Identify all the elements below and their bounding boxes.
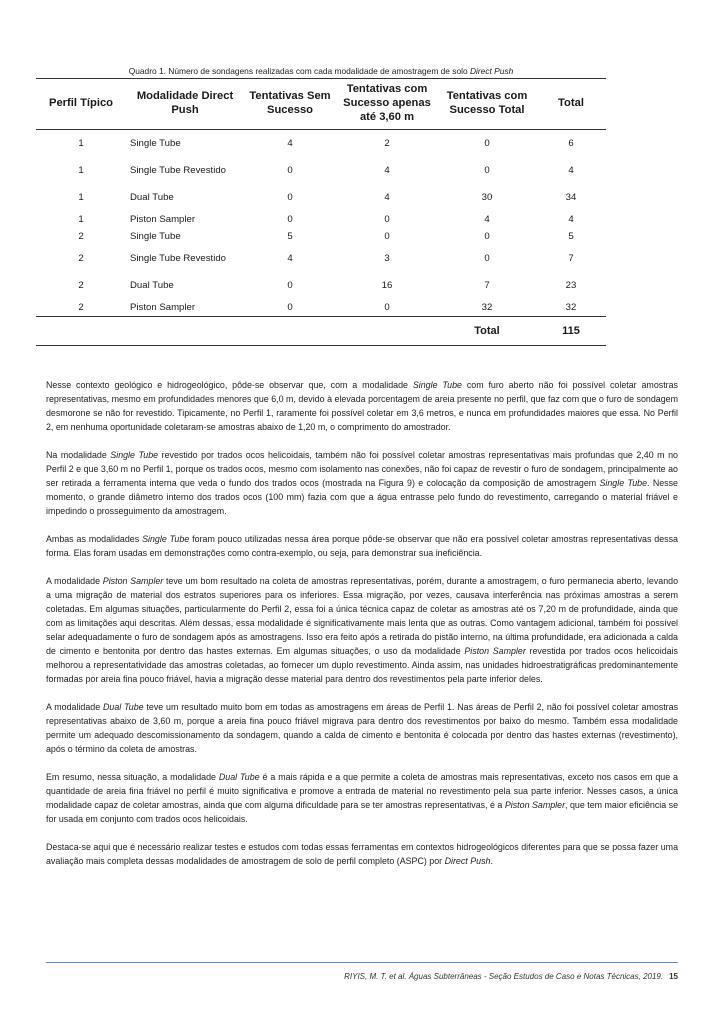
cell-sem-sucesso: 4 <box>287 137 293 149</box>
cell-perfil: 1 <box>78 213 84 225</box>
cell-sem-sucesso: 0 <box>287 279 293 291</box>
cell-modalidade: Dual Tube <box>130 279 174 291</box>
cell-perfil: 2 <box>78 301 84 313</box>
caption-text: Quadro 1. Número de sondagens realizadas com cada modalidade de amostragem de solo <box>128 66 470 76</box>
cell-sucesso-360: 4 <box>384 191 390 203</box>
paragraph-3: Ambas as modalidades Single Tube foram pouco utilizadas nessa área porque pôde-se observar que não era possível coletar amostras representativas dessa forma. Elas foram usadas em demonstrações como contra-exemplo, ou seja, para demonstrar sua ineficiência. <box>46 534 678 558</box>
cell-total: 4 <box>568 164 574 176</box>
table-caption <box>36 66 606 76</box>
cell-perfil: 2 <box>78 279 84 291</box>
cell-sucesso-360: 0 <box>384 301 390 313</box>
paragraph-2: Na modalidade Single Tube revestido por trados ocos helicoidais, também não foi possível coletar amostras representativas mais profundas que 2,40 m no Perfil 2 e que 3,60 m no Perfil 1, porque os trados ocos, mesmo com isolamento nas conexões, não foi capaz de revestir o furo de sondagem, principalmente ao ser retirada a ferramenta interna que veda o fundo dos trados ocos (mostrada na Figura 9) e colocação da composição de amostragem Single Tube. Nesse momento, o grande diâmetro interno dos trados ocos (100 mm) fazia com que a água entrasse pelo fundo do revestimento, carregando o material friável e impedindo o prosseguimento da amostragem. <box>46 450 678 516</box>
cell-sucesso-360: 2 <box>384 137 390 149</box>
cell-sem-sucesso: 0 <box>287 301 293 313</box>
cell-sem-sucesso: 4 <box>287 252 293 264</box>
cell-sucesso-total: 7 <box>484 279 490 291</box>
table-row <box>36 245 606 272</box>
table-row <box>36 299 606 317</box>
cell-total: 34 <box>565 191 577 203</box>
cell-modalidade: Single Tube <box>130 230 181 242</box>
cell-sucesso-total: 0 <box>484 164 490 176</box>
table-row <box>36 211 606 228</box>
paragraph-5: A modalidade Dual Tube teve um resultado muito bom em todas as amostragens em áreas de Perfil 1. Nas áreas de Perfil 2, não foi possível coletar amostras representativas abaixo de 3,60 m, porque a areia fina pouco friável migrava para dentro dos revestimentos por baixo do mesmo. Também essa modalidade permite um adequado descomissionamento da sondagem, quando a calda de cimento e bentonita é colocada por dentro das hastes externas (revestimento), após o término da coleta de amostras. <box>46 702 679 754</box>
cell-sucesso-total: 0 <box>484 137 490 149</box>
cell-modalidade: Single Tube <box>130 137 181 149</box>
table-row <box>36 129 606 157</box>
cell-sucesso-total: 32 <box>481 301 493 313</box>
cell-sucesso-360: 0 <box>384 213 390 225</box>
header-modalidade: Modalidade Direct Push <box>136 90 234 117</box>
cell-modalidade: Piston Sampler <box>130 213 196 225</box>
header-sucesso-total: Tentativas com Sucesso Total <box>446 90 528 117</box>
cell-perfil: 1 <box>78 191 84 203</box>
cell-total: 23 <box>565 279 577 291</box>
cell-total: 7 <box>568 252 574 264</box>
table-row <box>36 184 606 211</box>
cell-sucesso-360: 0 <box>384 230 390 242</box>
table-header-row <box>36 79 606 129</box>
cell-sucesso-total: 30 <box>481 191 493 203</box>
sampling-table <box>36 78 606 346</box>
cell-sem-sucesso: 0 <box>287 213 293 225</box>
table-total-row <box>36 316 606 345</box>
cell-perfil: 2 <box>78 252 84 264</box>
cell-sucesso-360: 3 <box>384 252 390 264</box>
page-number: 15 <box>669 972 678 981</box>
cell-sucesso-total: 0 <box>484 230 490 242</box>
cell-perfil: 2 <box>78 230 84 242</box>
cell-sucesso-total: 4 <box>484 213 490 225</box>
paragraph-6: Em resumo, nessa situação, a modalidade Dual Tube é a mais rápida e a que permite a coleta de amostras mais representativas, exceto nos casos em que a quantidade de areia fina friável no perfil é muito significativa e promove a entrada de material no revestimento pela sua parte inferior. Nesses casos, a única modalidade capaz de coletar amostras, ainda que com alguma dificuldade para se ter amostras representativas, é a Piston Sampler, que tem maior eficiência se for usada em conjunto com trados ocos helicoidais. <box>46 772 679 824</box>
table-row <box>36 157 606 184</box>
header-sucesso-360: Tentativas com Sucesso apenas até 3,60 m <box>343 83 431 124</box>
header-perfil: Perfil Típico <box>48 97 114 110</box>
paragraph-7: Destaca-se aqui que é necessário realizar testes e estudos com todas essas ferramentas em contextos hidrogeológicos diferentes para que se possa fazer uma avaliação mais completa dessas modalidades de amostragem de solo de perfil completo (ASPC) por Direct Push. <box>46 842 678 866</box>
caption-italic: Direct Push <box>469 66 514 76</box>
cell-total: 6 <box>568 137 574 149</box>
footer-rule <box>46 962 678 963</box>
cell-sucesso-total: 0 <box>484 252 490 264</box>
page-footer <box>344 972 678 981</box>
cell-perfil: 1 <box>78 164 84 176</box>
cell-modalidade: Single Tube Revestido <box>130 164 226 176</box>
total-label: Total <box>474 324 500 337</box>
body-text <box>46 378 678 882</box>
cell-total: 32 <box>565 301 577 313</box>
data-table <box>36 79 606 346</box>
cell-sucesso-360: 16 <box>381 279 393 291</box>
total-value: 115 <box>562 324 580 337</box>
cell-sem-sucesso: 0 <box>287 164 293 176</box>
cell-perfil: 1 <box>78 137 84 149</box>
cell-sucesso-360: 4 <box>384 164 390 176</box>
paragraph-1: Nesse contexto geológico e hidrogeológico, pôde-se observar que, com a modalidade Single Tube com furo aberto não foi possível coletar amostras representativas, mesmo em profundidades menores que 6,0 m, devido à elevada porcentagem de areia presente no perfil, que faz com que o furo de sondagem desmorone se não for revestido. Tipicamente, no Perfil 1, raramente foi possível coletar em 3,6 metros, e nunca em profundidades maiores que essa. No Perfil 2, em nenhuma oportunidade coletaram-se amostras abaixo de 1,20 m, o comprimento do amostrador. <box>46 380 678 432</box>
paragraph-4: A modalidade Piston Sampler teve um bom resultado na coleta de amostras representativas, porém, durante a amostragem, o furo permanecia aberto, levando a uma migração de material dos estratos superiores para os inferiores. Essa migração, por vezes, causava interferência nas próximas amostras a serem coletadas. Em algumas situações, particularmente do Perfil 2, essa foi a única técnica capaz de coletar as amostras até os 7,20 m de profundidade, ainda que com as limitações aqui descritas. Além dessas, essa modalidade é significativamente mais lenta que as outras. Como vantagem adicional, também foi possível selar adequadamente o furo de sondagem após as amostragens. Isso era feito após a retirada do pistão interno, na última profundidade, era adicionada a calda de cimento e bentonita por dentro das hastes externas. Em algumas situações, o uso da modalidade Piston Sampler revestida por trados ocos helicoidais melhorou a representatividade das amostras coletadas, ao fornecer um duplo revestimento. Ainda assim, nas unidades hidroestratigráficas predominantemente formadas por areia fina pouco friável, havia a migração desse material para dentro dos revestimentos pela parte inferior deles. <box>46 576 679 684</box>
cell-modalidade: Piston Sampler <box>130 301 196 313</box>
table-row <box>36 228 606 245</box>
cell-total: 4 <box>568 213 574 225</box>
cell-sem-sucesso: 5 <box>287 230 293 242</box>
table-row <box>36 272 606 299</box>
header-total: Total <box>558 97 584 110</box>
cell-sem-sucesso: 0 <box>287 191 293 203</box>
cell-modalidade: Dual Tube <box>130 191 174 203</box>
cell-modalidade: Single Tube Revestido <box>130 252 226 264</box>
footer-citation: RIYIS, M. T. et al. Águas Subterrâneas - Seção Estudos de Caso e Notas Técnicas, 2019. <box>344 972 664 981</box>
header-sem-sucesso: Tentativas Sem Sucesso <box>249 90 331 117</box>
cell-total: 5 <box>568 230 574 242</box>
